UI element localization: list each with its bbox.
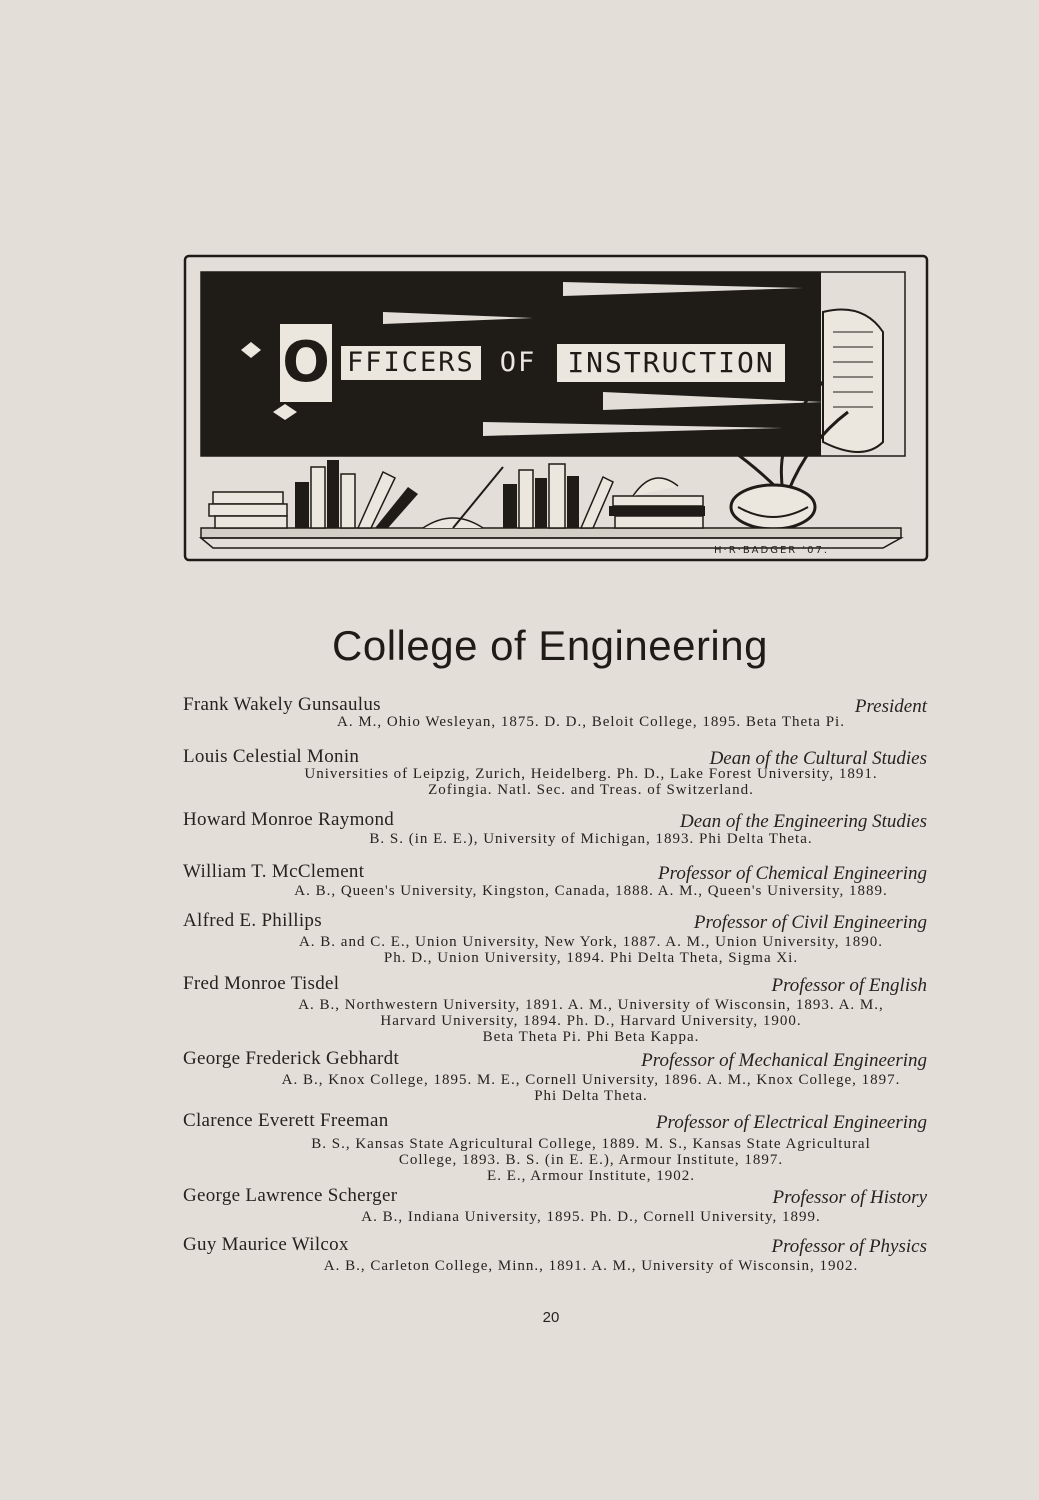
officers-banner bbox=[183, 252, 929, 564]
officer-detail-line: A. B., Queen's University, Kingston, Canada, 1888. A. M., Queen's University, 1889. bbox=[294, 883, 888, 899]
officer-name: Frank Wakely Gunsaulus bbox=[183, 694, 381, 715]
officer-entry bbox=[183, 910, 927, 966]
officer-detail-line: A. B. and C. E., Union University, New York, 1887. A. M., Union University, 1890. bbox=[298, 934, 884, 950]
initial-letter: O bbox=[282, 330, 330, 395]
page-number: 20 bbox=[542, 1309, 560, 1326]
officer-name: Fred Monroe Tisdel bbox=[183, 973, 340, 994]
officer-name: George Frederick Gebhardt bbox=[183, 1048, 400, 1069]
officer-role: Professor of English bbox=[771, 975, 927, 996]
officer-detail-line: A. B., Carleton College, Minn., 1891. A. M., University of Wisconsin, 1902. bbox=[323, 1258, 859, 1274]
officer-entry bbox=[183, 746, 927, 798]
officer-role: Dean of the Cultural Studies bbox=[709, 748, 927, 769]
officer-name: Louis Celestial Monin bbox=[183, 746, 360, 767]
officer-name: George Lawrence Scherger bbox=[183, 1185, 398, 1206]
officer-name: Howard Monroe Raymond bbox=[183, 809, 395, 830]
officer-detail-line: Phi Delta Theta. bbox=[534, 1088, 648, 1104]
officer-role: Professor of Mechanical Engineering bbox=[641, 1050, 927, 1071]
officer-role: Professor of History bbox=[772, 1187, 927, 1208]
officer-detail-line: Beta Theta Pi. Phi Beta Kappa. bbox=[482, 1029, 700, 1045]
banner-illustration bbox=[183, 252, 929, 564]
officer-entry bbox=[183, 694, 927, 730]
officer-role: President bbox=[854, 696, 927, 717]
officer-entry bbox=[183, 1110, 927, 1184]
officer-name: Clarence Everett Freeman bbox=[183, 1110, 389, 1131]
officer-role: Professor of Civil Engineering bbox=[693, 912, 927, 933]
officer-entry bbox=[183, 1048, 927, 1104]
officer-detail-line: B. S. (in E. E.), University of Michigan, 1893. Phi Delta Theta. bbox=[369, 831, 813, 847]
officer-detail-line: Zofingia. Natl. Sec. and Treas. of Switzerland. bbox=[428, 782, 754, 798]
officer-entry bbox=[183, 1234, 927, 1274]
initial-letter-box bbox=[278, 322, 334, 404]
banner-title bbox=[278, 322, 786, 404]
officer-entry bbox=[183, 861, 927, 899]
artist-signature: H·R·BADGER '07. bbox=[714, 545, 830, 556]
college-heading: College of Engineering bbox=[332, 622, 768, 669]
officer-role: Professor of Physics bbox=[771, 1236, 927, 1257]
officer-entry bbox=[183, 809, 927, 847]
officer-role: Professor of Chemical Engineering bbox=[658, 863, 927, 884]
officer-role: Dean of the Engineering Studies bbox=[680, 811, 927, 832]
officer-detail-line: A. B., Indiana University, 1895. Ph. D., Cornell University, 1899. bbox=[361, 1209, 821, 1225]
officer-name: William T. McClement bbox=[183, 861, 365, 882]
banner-word-instruction: INSTRUCTION bbox=[556, 343, 785, 384]
banner-word-of: OF bbox=[494, 346, 543, 380]
officer-detail-line: Universities of Leipzig, Zurich, Heidelberg. Ph. D., Lake Forest University, 1891. bbox=[304, 766, 878, 782]
officer-detail-line: College, 1893. B. S. (in E. E.), Armour Institute, 1897. bbox=[398, 1152, 784, 1168]
officer-detail-line: B. S., Kansas State Agricultural College, 1889. M. S., Kansas State Agricultural bbox=[311, 1136, 871, 1152]
officer-detail-line: A. M., Ohio Wesleyan, 1875. D. D., Beloit College, 1895. Beta Theta Pi. bbox=[337, 714, 845, 730]
officer-entry bbox=[183, 973, 927, 1045]
officer-name: Guy Maurice Wilcox bbox=[183, 1234, 349, 1255]
banner-word-officers: FFICERS bbox=[340, 345, 482, 381]
officer-detail-line: A. B., Northwestern University, 1891. A. M., University of Wisconsin, 1893. A. M., bbox=[298, 997, 884, 1013]
officer-entry bbox=[183, 1185, 927, 1225]
officer-detail-line: Harvard University, 1894. Ph. D., Harvard University, 1900. bbox=[380, 1013, 802, 1029]
officer-role: Professor of Electrical Engineering bbox=[655, 1112, 927, 1133]
officer-detail-line: A. B., Knox College, 1895. M. E., Cornell University, 1896. A. M., Knox College, 1897. bbox=[281, 1072, 901, 1088]
officer-name: Alfred E. Phillips bbox=[183, 910, 322, 931]
officer-detail-line: Ph. D., Union University, 1894. Phi Delta Theta, Sigma Xi. bbox=[383, 950, 799, 966]
officer-detail-line: E. E., Armour Institute, 1902. bbox=[487, 1168, 695, 1184]
